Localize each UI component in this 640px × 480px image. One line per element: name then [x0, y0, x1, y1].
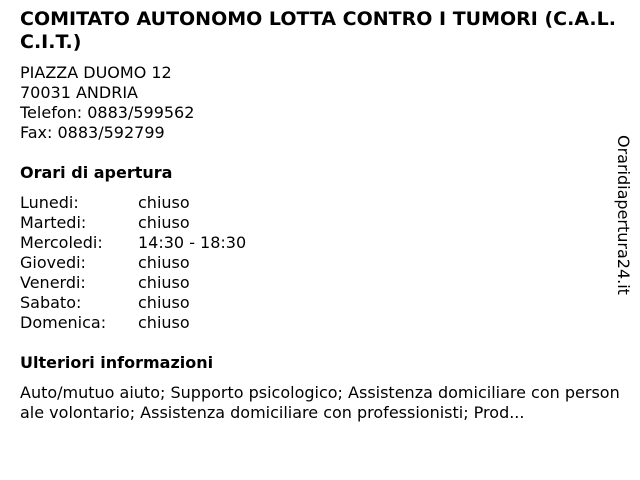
city-address: 70031 ANDRIA: [20, 83, 138, 102]
hours-row-thursday: [20, 253, 620, 273]
day-hours: chiuso: [138, 213, 190, 232]
business-card: [20, 8, 620, 423]
day-label: Giovedi:: [20, 253, 86, 272]
day-label: Martedi:: [20, 213, 87, 232]
hours-row-friday: [20, 273, 620, 293]
hours-row-wednesday: [20, 233, 620, 253]
day-hours: chiuso: [138, 313, 190, 332]
hours-row-sunday: [20, 313, 620, 333]
hours-row-monday: [20, 193, 620, 213]
day-hours: chiuso: [138, 253, 190, 272]
more-info-text: Auto/mutuo aiuto; Supporto psicologico; Assistenza domiciliare con personale volontario; Assistenza domiciliare con professionisti; Prod...: [20, 383, 620, 422]
hours-row-tuesday: [20, 213, 620, 233]
day-hours: chiuso: [138, 293, 190, 312]
more-info-heading: Ulteriori informazioni: [20, 353, 214, 372]
opening-hours-table: [20, 193, 620, 333]
business-name: COMITATO AUTONOMO LOTTA CONTRO I TUMORI (C.A.L.C.I.T.): [20, 8, 616, 53]
site-watermark: Oraridiapertura24.it: [614, 135, 633, 295]
opening-hours-heading: Orari di apertura: [20, 163, 173, 182]
day-label: Sabato:: [20, 293, 82, 312]
day-hours: chiuso: [138, 273, 190, 292]
day-label: Mercoledi:: [20, 233, 103, 252]
fax-number: Fax: 0883/592799: [20, 123, 165, 142]
phone-number: Telefon: 0883/599562: [20, 103, 195, 122]
address-block: [20, 63, 620, 143]
day-hours: chiuso: [138, 193, 190, 212]
street-address: PIAZZA DUOMO 12: [20, 63, 172, 82]
day-hours: 14:30 - 18:30: [138, 233, 247, 252]
day-label: Domenica:: [20, 313, 107, 332]
day-label: Venerdi:: [20, 273, 86, 292]
day-label: Lunedi:: [20, 193, 79, 212]
hours-row-saturday: [20, 293, 620, 313]
